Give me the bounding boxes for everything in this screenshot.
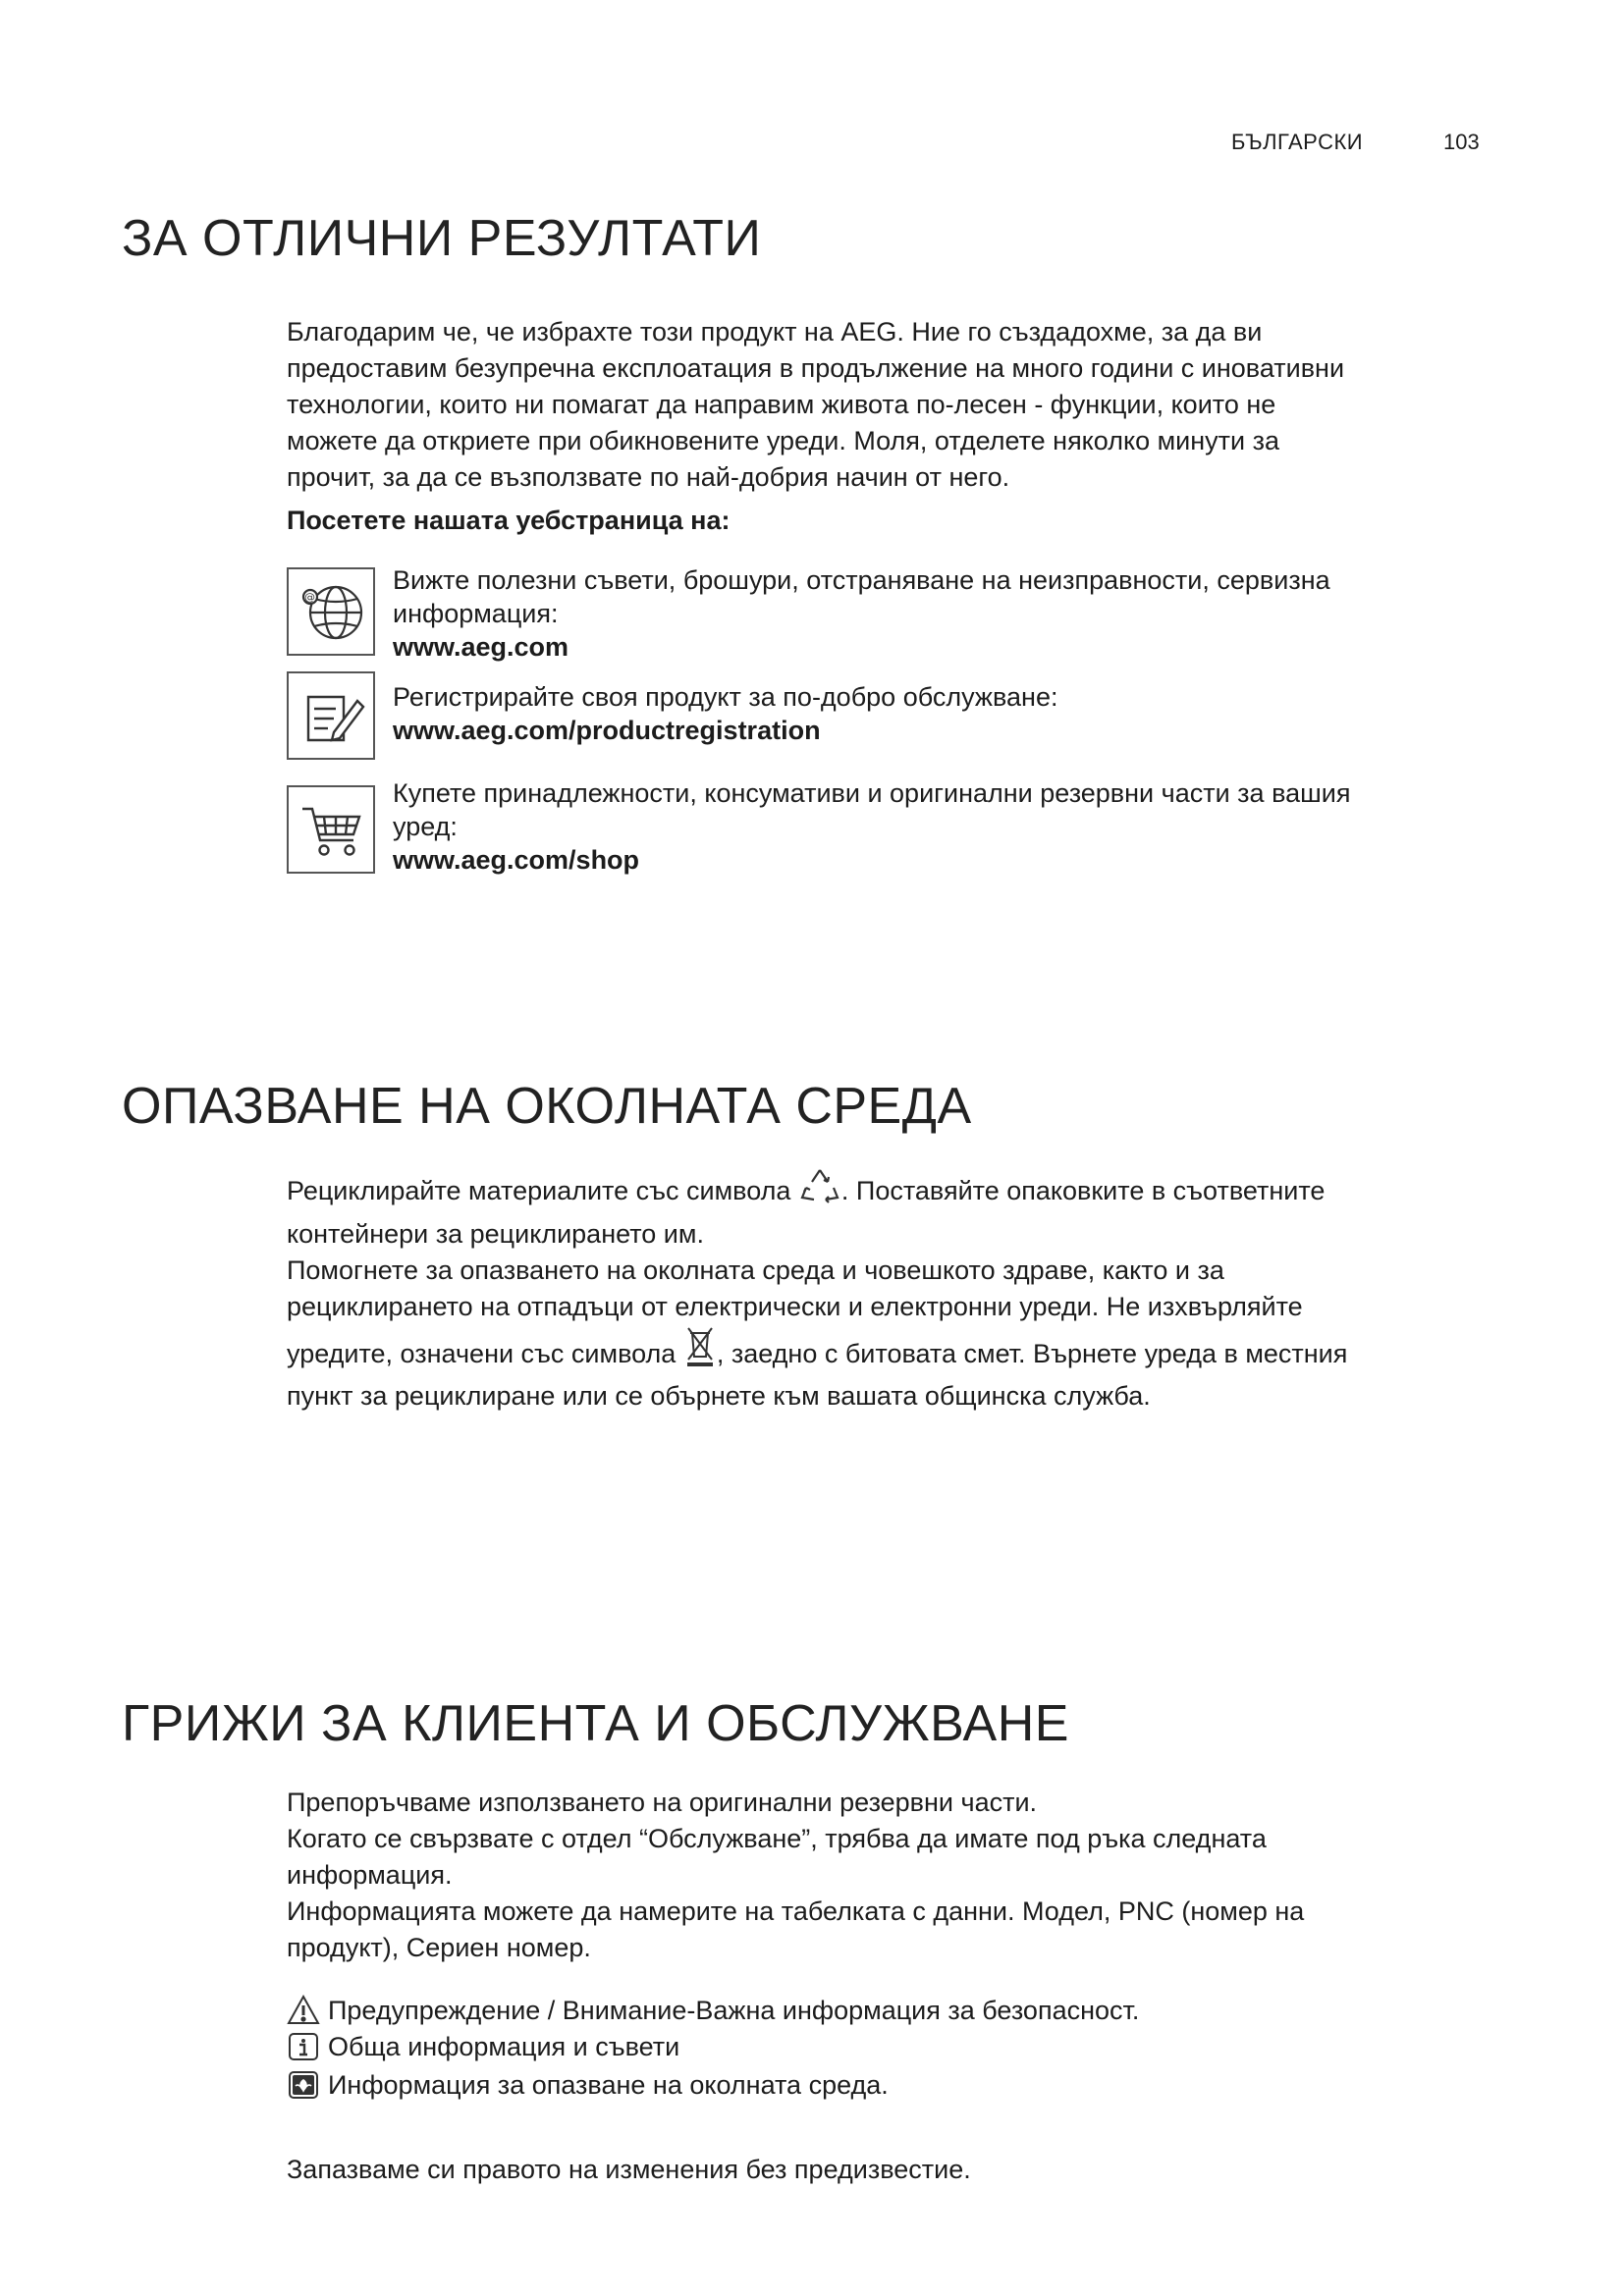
registration-form-icon (287, 671, 375, 760)
crossed-bin-icon (683, 1325, 717, 1384)
intro-line: технологии, които ни помагат да направим живота по-лесен - функции, които не (287, 390, 1276, 419)
link-description: уред: (393, 812, 458, 841)
svg-text:@: @ (304, 591, 315, 604)
section-title-results: ЗА ОТЛИЧНИ РЕЗУЛТАТИ (122, 210, 762, 267)
intro-line: Благодарим че, че избрахте този продукт на AEG. Ние го създадохме, за да ви (287, 317, 1263, 347)
header-language: БЪЛГАРСКИ (1231, 130, 1364, 154)
care-line: информация. (287, 1860, 453, 1890)
web-globe-icon (287, 567, 375, 656)
care-line: Когато се свързвате с отдел “Обслужване”, трябва да имате под ръка следната (287, 1824, 1267, 1853)
legend-text: Обща информация и съвети (328, 2032, 680, 2061)
environment-text: пункт за рециклиране или се обърнете към вашата общинска служба. (287, 1381, 1151, 1411)
environment-text: Рециклирайте материалите със символа (287, 1176, 791, 1205)
care-line: продукт), Сериен номер. (287, 1933, 591, 1962)
legend-text: Предупреждение / Внимание-Важна информация за безопасност. (328, 1996, 1140, 2025)
environment-text: уредите, означени със символа (287, 1339, 677, 1368)
disclaimer-text: Запазваме си правото на изменения без предизвестие. (287, 2155, 971, 2184)
section-title-customer-care: ГРИЖИ ЗА КЛИЕНТА И ОБСЛУЖВАНЕ (122, 1695, 1069, 1752)
info-icon (287, 2030, 320, 2063)
warning-triangle-icon (287, 1994, 320, 2027)
customer-care-paragraph (287, 1785, 1494, 1966)
recycle-symbol-icon (798, 1166, 841, 1216)
link-description: Регистрирайте своя продукт за по-добро обслужване: (393, 682, 1058, 712)
link-description: Вижте полезни съвети, брошури, отстраняване на неизправности, сервизна (393, 565, 1330, 595)
disclaimer (287, 2152, 1494, 2188)
link-url-shop[interactable]: www.aeg.com/shop (393, 845, 640, 875)
environment-text: контейнери за рециклирането им. (287, 1219, 704, 1249)
section-title-environment: ОПАЗВАНЕ НА ОКОЛНАТА СРЕДА (122, 1078, 972, 1135)
environment-text: , заедно с битовата смет. Върнете уреда в местния (716, 1339, 1348, 1368)
visit-website-heading: Посетете нашата уебстраница на: (287, 506, 731, 535)
link-description: информация: (393, 599, 559, 628)
intro-line: прочит, за да се възползвате по най-добрия начин от него. (287, 462, 1010, 492)
link-url-aeg[interactable]: www.aeg.com (393, 632, 569, 662)
link-item-registration (393, 680, 1492, 747)
care-line: Информацията можете да намерите на табелката с данни. Модел, PNC (номер на (287, 1896, 1305, 1926)
environment-text: Помогнете за опазването на околната среда и човешкото здраве, както и за (287, 1255, 1224, 1285)
page-number: 103 (1443, 130, 1480, 154)
environment-icon (287, 2068, 320, 2102)
legend-item-environment (287, 2067, 889, 2103)
link-description: Купете принадлежности, консумативи и оригинални резервни части за вашия (393, 778, 1351, 808)
shopping-cart-icon (287, 785, 375, 874)
intro-line: можете да откриете при обикновените уреди. Моля, отделете няколко минути за (287, 426, 1280, 455)
legend-text: Информация за опазване на околната среда. (328, 2070, 889, 2100)
environment-text: рециклирането на отпадъци от електрически и електронни уреди. Не изхвърляйте (287, 1292, 1303, 1321)
link-url-registration[interactable]: www.aeg.com/productregistration (393, 716, 821, 745)
intro-line: предоставим безупречна експлоатация в продължение на много години с иновативни (287, 353, 1345, 383)
intro-paragraph (287, 314, 1494, 496)
link-item-support (393, 563, 1492, 664)
care-line: Препоръчваме използването на оригинални резервни части. (287, 1788, 1038, 1817)
legend-item-info (287, 2029, 679, 2064)
environment-text: . Поставяйте опаковките в съответните (840, 1176, 1326, 1205)
environment-paragraph (287, 1166, 1494, 1415)
link-item-shop (393, 776, 1492, 877)
legend-item-warning (287, 1993, 1139, 2028)
